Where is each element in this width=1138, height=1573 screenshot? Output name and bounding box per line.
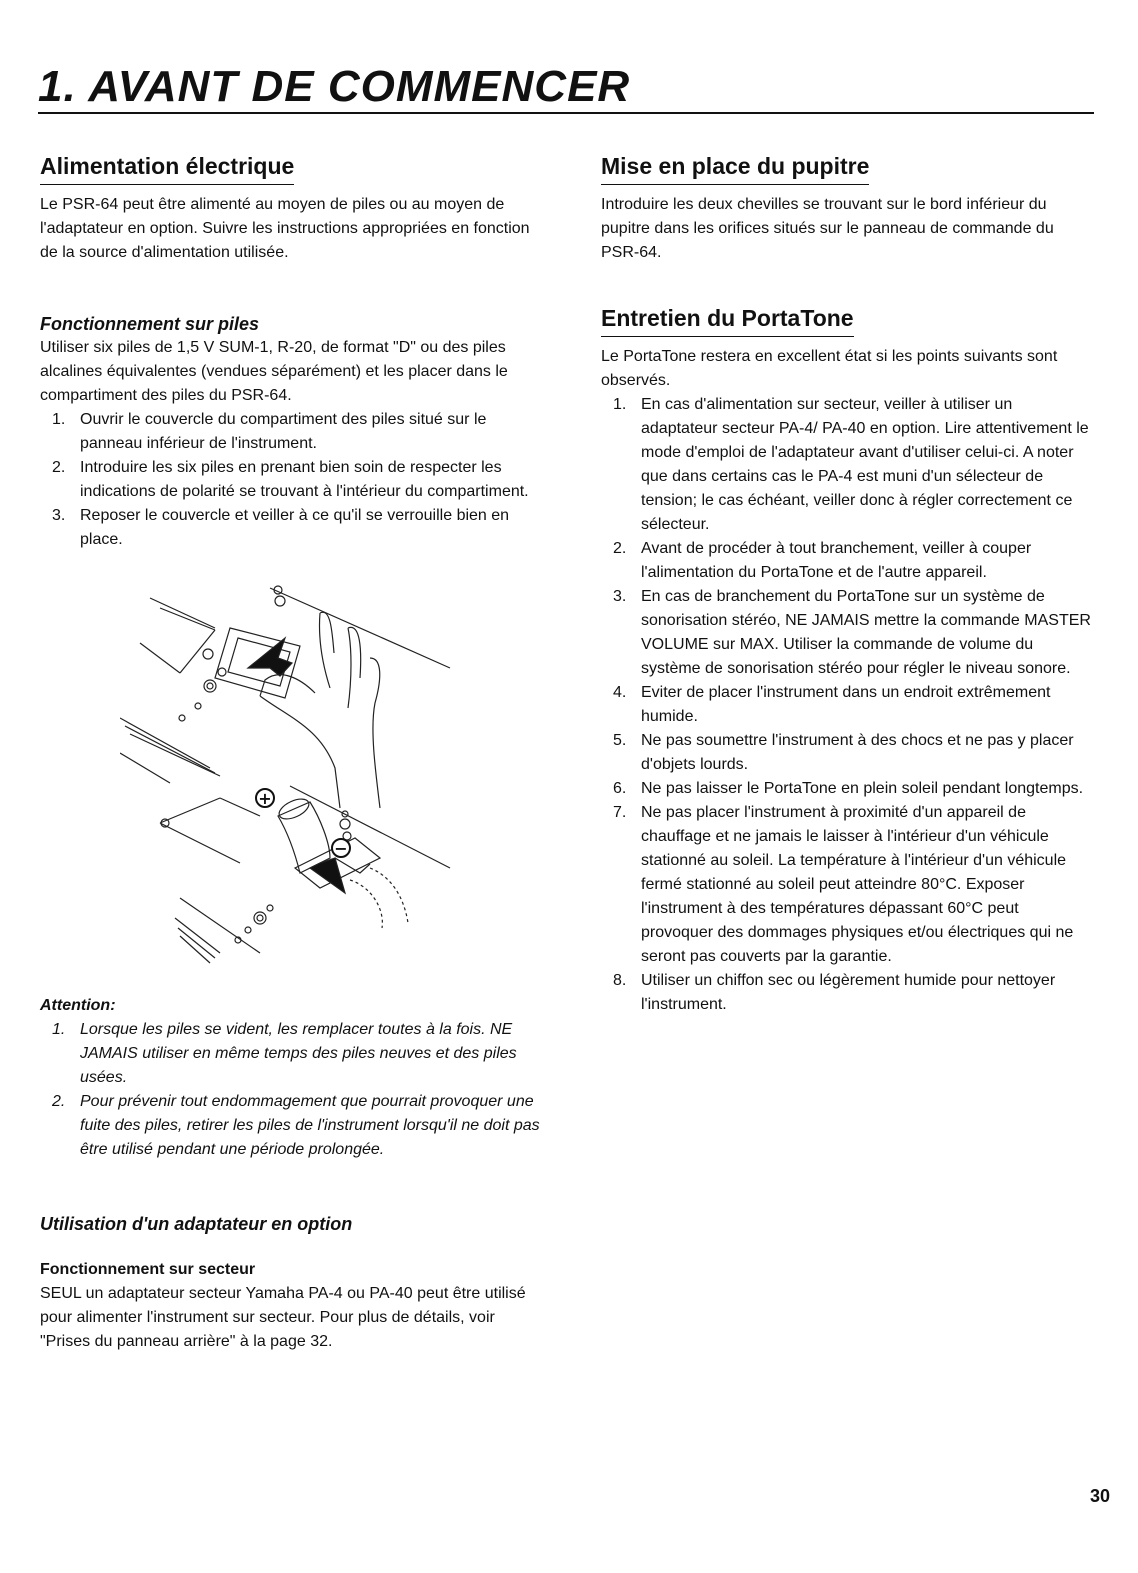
list-number: 6. bbox=[613, 780, 627, 797]
list-text: Lorsque les piles se vident, les remplacer toutes à la fois. NE JAMAIS utiliser en même temps des piles neuves et des piles usées. bbox=[80, 1021, 517, 1086]
list-item bbox=[40, 1090, 540, 1162]
list-item bbox=[601, 729, 1091, 777]
list-item bbox=[40, 504, 540, 552]
list-number: 1. bbox=[52, 411, 66, 428]
list-number: 2. bbox=[52, 1093, 66, 1110]
subheading-adaptateur: Utilisation d'un adaptateur en option bbox=[40, 1214, 353, 1234]
hand-outline bbox=[260, 612, 380, 808]
list-text: Ne pas placer l'instrument à proximité d'un appareil de chauffage et ne jamais le laisser à l'intérieur d'un véhicule stationné au soleil. La température à l'intérieur d'un véhicule fermé stationné au soleil peut atteindre 80°C. Exposer l'instrument à des températures dépassant 60°C peut provoquer des dommages physiques et/ou électriques qui ne seront pas couverts par la garantie. bbox=[641, 804, 1074, 965]
list-number: 2. bbox=[613, 540, 627, 557]
subheading-secteur: Fonctionnement sur secteur bbox=[40, 1261, 256, 1278]
list-text: Ne pas soumettre l'instrument à des chocs et ne pas y placer d'objets lourds. bbox=[641, 732, 1074, 773]
section-heading-pupitre: Mise en place du pupitre bbox=[601, 150, 869, 185]
list-number: 7. bbox=[613, 804, 627, 821]
list-number: 1. bbox=[613, 396, 627, 413]
list-number: 3. bbox=[52, 507, 66, 524]
list-text: Utiliser un chiffon sec ou légèrement humide pour nettoyer l'instrument. bbox=[641, 972, 1056, 1013]
list-text: Avant de procéder à tout branchement, veiller à couper l'alimentation du PortaTone et de l'autre appareil. bbox=[641, 540, 1032, 581]
list-text: Reposer le couvercle et veiller à ce qu'il se verrouille bien en place. bbox=[80, 507, 510, 548]
list-item bbox=[601, 537, 1091, 585]
page-title: 1. AVANT DE COMMENCER bbox=[38, 62, 631, 111]
list-text: Pour prévenir tout endommagement que pourrait provoquer une fuite des piles, retirer les piles de l'instrument lorsqu'il ne doit pas être utilisé pendant une période prolongée. bbox=[80, 1093, 540, 1158]
list-item bbox=[601, 777, 1091, 801]
list-text: Eviter de placer l'instrument dans un endroit extrêmement humide. bbox=[641, 684, 1051, 725]
lower-panel-edge-lines bbox=[160, 786, 450, 963]
list-item bbox=[601, 393, 1091, 537]
list-item bbox=[40, 456, 540, 504]
page-number: 30 bbox=[1090, 1486, 1111, 1506]
list-item bbox=[601, 585, 1091, 681]
minus-terminal-icon bbox=[332, 839, 350, 858]
list-text: Ne pas laisser le PortaTone en plein soleil pendant longtemps. bbox=[641, 780, 1084, 797]
list-text: Ouvrir le couvercle du compartiment des piles situé sur le panneau inférieur de l'instrument. bbox=[80, 411, 487, 452]
attention-label: Attention: bbox=[40, 997, 116, 1014]
entretien-list bbox=[601, 393, 1091, 1017]
piles-steps-list bbox=[40, 408, 540, 552]
battery-installation-illustration bbox=[120, 568, 540, 988]
left-column bbox=[40, 150, 540, 1354]
svg-text:−: − bbox=[334, 839, 348, 858]
alimentation-intro: Le PSR-64 peut être alimenté au moyen de piles ou au moyen de l'adaptateur en option. Suivre les instructions appropriées en fonction de la source d'alimentation utilisée. bbox=[40, 196, 530, 261]
list-number: 3. bbox=[613, 588, 627, 605]
list-number: 8. bbox=[613, 972, 627, 989]
list-item bbox=[601, 969, 1091, 1017]
list-number: 4. bbox=[613, 684, 627, 701]
plus-terminal-icon bbox=[256, 789, 274, 808]
list-item bbox=[601, 681, 1091, 729]
list-text: En cas d'alimentation sur secteur, veiller à utiliser un adaptateur secteur PA-4/ PA-40 en option. Lire attentivement le mode d'emploi de l'adaptateur avant d'utiliser celui-ci. A noter que dans certains cas le PA-4 est muni d'un sélecteur de tension; le cas échéant, veiller donc à régler correctement ce sélecteur. bbox=[641, 396, 1089, 533]
section-heading-alimentation: Alimentation électrique bbox=[40, 150, 294, 185]
right-column bbox=[601, 150, 1091, 1017]
secteur-text: SEUL un adaptateur secteur Yamaha PA-4 ou PA-40 peut être utilisé pour alimenter l'instrument sur secteur. Pour plus de détails, voir "Prises du panneau arrière" à la page 32. bbox=[40, 1285, 526, 1350]
list-number: 2. bbox=[52, 459, 66, 476]
title-rule bbox=[38, 112, 1094, 114]
attention-list bbox=[40, 1018, 540, 1162]
list-text: En cas de branchement du PortaTone sur un système de sonorisation stéréo, NE JAMAIS mettre la commande MASTER VOLUME sur MAX. Utiliser la commande de volume du système de sonorisation stéréo pour régler le niveau sonore. bbox=[641, 588, 1091, 677]
list-item bbox=[601, 801, 1091, 969]
panel-edge-lines bbox=[120, 588, 450, 783]
list-number: 5. bbox=[613, 732, 627, 749]
list-item bbox=[40, 1018, 540, 1090]
subheading-piles: Fonctionnement sur piles bbox=[40, 314, 260, 334]
svg-text:+: + bbox=[258, 789, 272, 808]
entretien-intro: Le PortaTone restera en excellent état si les points suivants sont observés. bbox=[601, 348, 1058, 389]
section-heading-entretien: Entretien du PortaTone bbox=[601, 302, 854, 337]
pupitre-text: Introduire les deux chevilles se trouvant sur le bord inférieur du pupitre dans les orifices situés sur le panneau de commande du PSR-64. bbox=[601, 196, 1054, 261]
list-text: Introduire les six piles en prenant bien soin de respecter les indications de polarité se trouvant à l'intérieur du compartiment. bbox=[80, 459, 529, 500]
list-number: 1. bbox=[52, 1021, 66, 1038]
piles-intro: Utiliser six piles de 1,5 V SUM-1, R-20, de format "D" ou des piles alcalines équivalentes (vendues séparément) et les placer dans le compartiment des piles du PSR-64. bbox=[40, 339, 508, 404]
list-item bbox=[40, 408, 540, 456]
